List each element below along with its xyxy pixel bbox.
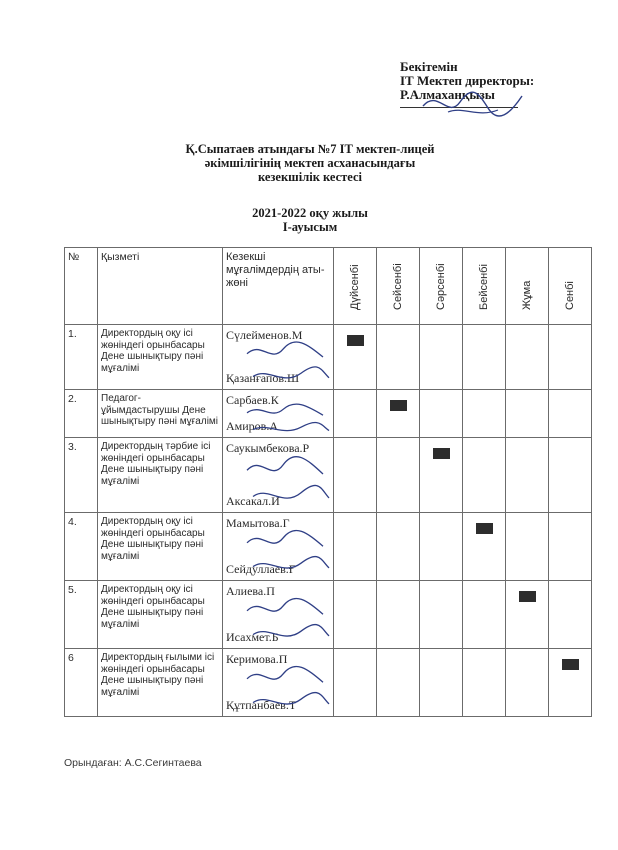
title-line-1: Қ.Сыпатаев атындағы №7 ІТ мектеп-лицей: [185, 142, 435, 156]
header-day-wednesday: Сәрсенбі: [420, 248, 463, 325]
table-row: [65, 581, 592, 649]
day-cell: [334, 325, 377, 390]
row-number: 1.: [65, 325, 98, 390]
day-cell: [420, 649, 463, 717]
header-role: Қызметі: [98, 248, 223, 325]
duty-day-mark: [562, 659, 579, 670]
day-cell: [463, 390, 506, 438]
day-cell: [549, 581, 592, 649]
row-role: Директордың оқу ісі жөніндегі орынбасары Дене шынықтыру пәні мұғалімі: [98, 581, 223, 649]
duty-day-mark: [390, 400, 407, 411]
day-cell: [506, 390, 549, 438]
day-cell: [377, 390, 420, 438]
day-cell: [420, 390, 463, 438]
row-role: Педагог-ұйымдастырушы Дене шынықтыру пәні мұғалімі: [98, 390, 223, 438]
duty-day-mark: [433, 448, 450, 459]
teacher-name-2: Сейдуллаев.Ғ: [226, 562, 296, 576]
title-line-2: әкімшілігінің мектеп асханасындағы: [204, 156, 416, 170]
teacher-name-1: Керимова.П: [226, 652, 288, 666]
day-cell: [506, 513, 549, 581]
row-role: Директордың тәрбие ісі жөніндегі орынбасары Дене шынықтыру пәні мұғалімі: [98, 438, 223, 513]
document-title: [150, 142, 470, 184]
day-cell: [506, 649, 549, 717]
row-number: 2.: [65, 390, 98, 438]
table-row: [65, 649, 592, 717]
day-cell: [463, 649, 506, 717]
table-row: [65, 438, 592, 513]
row-number: 4.: [65, 513, 98, 581]
approval-line-2: ІТ Мектеп директоры:: [400, 73, 535, 88]
row-number: 6: [65, 649, 98, 717]
day-cell: [549, 325, 592, 390]
title-line-3: кезекшілік кестесі: [257, 170, 363, 184]
duty-schedule-table: [64, 247, 592, 717]
teacher-name-2: Аксакал.И: [226, 494, 280, 508]
day-cell: [334, 513, 377, 581]
header-day-saturday: Сенбі: [549, 248, 592, 325]
day-cell: [377, 581, 420, 649]
director-signature: [418, 84, 528, 124]
header-day-tuesday: Сейсенбі: [377, 248, 420, 325]
approval-line-3: Р.Алмаханқызы: [400, 87, 495, 102]
day-cell: [506, 325, 549, 390]
duty-day-mark: [476, 523, 493, 534]
row-teachers: [223, 513, 334, 581]
teacher-name-1: Сарбаев.К: [226, 393, 279, 407]
day-cell: [377, 325, 420, 390]
academic-year: [150, 206, 470, 234]
day-cell: [549, 438, 592, 513]
approval-line-1: Бекітемін: [400, 59, 458, 74]
day-cell: [420, 438, 463, 513]
teacher-name-2: Құтпанбаев.Т: [226, 698, 297, 712]
day-cell: [463, 581, 506, 649]
row-number: 5.: [65, 581, 98, 649]
teacher-name-1: Мамытова.Г: [226, 516, 290, 530]
row-number: 3.: [65, 438, 98, 513]
header-day-thursday: Бейсенбі: [463, 248, 506, 325]
teacher-name-2: Қазанғапов.Ш: [226, 371, 300, 385]
shift-line: І-ауысым: [282, 220, 338, 234]
day-cell: [334, 390, 377, 438]
table-row: [65, 325, 592, 390]
table-row: [65, 390, 592, 438]
day-cell: [549, 513, 592, 581]
teacher-name-1: Сүлейменов.М: [226, 328, 303, 342]
day-cell: [420, 325, 463, 390]
day-cell: [377, 649, 420, 717]
day-cell: [549, 649, 592, 717]
row-teachers: [223, 438, 334, 513]
day-cell: [463, 438, 506, 513]
footer-executed-by: Орындаған: А.С.Сегинтаева: [64, 757, 202, 769]
row-role: Директордың оқу ісі жөніндегі орынбасары Дене шынықтыру пәні мұғалімі: [98, 325, 223, 390]
teacher-name-1: Алиева.П: [226, 584, 275, 598]
day-cell: [420, 513, 463, 581]
day-cell: [549, 390, 592, 438]
teacher-name-2: Амиров.А: [226, 419, 279, 433]
year-line: 2021-2022 оқу жылы: [252, 206, 368, 220]
header-day-friday: Жұма: [506, 248, 549, 325]
duty-day-mark: [347, 335, 364, 346]
header-day-monday: Дүйсенбі: [334, 248, 377, 325]
table-row: [65, 513, 592, 581]
day-cell: [506, 438, 549, 513]
teacher-name-2: Исахмет.Б: [226, 630, 279, 644]
day-cell: [334, 649, 377, 717]
day-cell: [377, 513, 420, 581]
day-cell: [377, 438, 420, 513]
row-teachers: [223, 649, 334, 717]
day-cell: [334, 438, 377, 513]
day-cell: [463, 325, 506, 390]
teacher-name-1: Саукымбекова.Р: [226, 441, 310, 455]
row-teachers: [223, 581, 334, 649]
day-cell: [334, 581, 377, 649]
day-cell: [463, 513, 506, 581]
row-role: Директордың оқу ісі жөніндегі орынбасары Дене шынықтыру пәні мұғалімі: [98, 513, 223, 581]
header-names: Кезекші мұғалімдердің аты-жөні: [223, 248, 334, 325]
table-header-row: [65, 248, 592, 325]
day-cell: [420, 581, 463, 649]
row-teachers: [223, 325, 334, 390]
row-role: Директордың ғылыми ісі жөніндегі орынбасары Дене шынықтыру пәні мұғалімі: [98, 649, 223, 717]
day-cell: [506, 581, 549, 649]
header-num: №: [65, 248, 98, 325]
row-teachers: [223, 390, 334, 438]
duty-day-mark: [519, 591, 536, 602]
